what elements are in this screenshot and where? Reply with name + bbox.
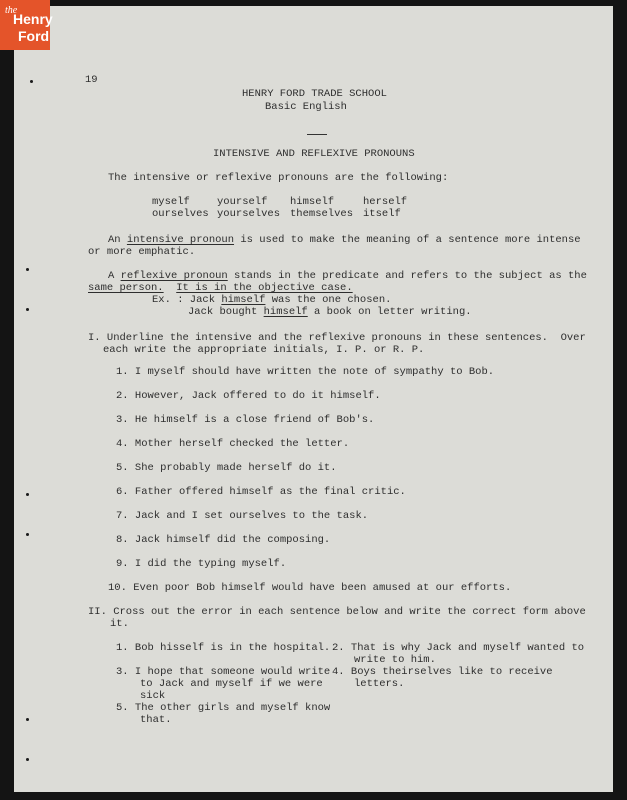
exercise-2-item-3-cont: sick	[140, 690, 166, 702]
pronoun-itself: itself	[363, 208, 401, 220]
school-heading: HENRY FORD TRADE SCHOOL	[242, 88, 387, 100]
example-1: Ex. : Jack himself was the one chosen.	[152, 294, 392, 306]
page-title: INTENSIVE AND REFLEXIVE PRONOUNS	[213, 148, 415, 160]
exercise-1-item: 5. She probably made herself do it.	[116, 462, 337, 474]
exercise-2-item-2: 2. That is why Jack and myself wanted to	[332, 642, 585, 654]
logo-line-1: the	[5, 5, 18, 16]
pronoun-himself: himself	[290, 196, 335, 208]
exercise-1-item: 9. I did the typing myself.	[116, 558, 287, 570]
reflexive-definition: A reflexive pronoun stands in the predicate and refers to the subject as the	[108, 270, 587, 282]
title-rule	[307, 134, 327, 135]
binder-dot	[26, 533, 29, 536]
logo-line-2: Henry	[13, 11, 53, 27]
pronoun-themselves: themselves	[290, 208, 354, 220]
henry-ford-logo	[0, 0, 53, 50]
binder-dot	[26, 268, 29, 271]
exercise-1-item: 2. However, Jack offered to do it himself.	[116, 390, 381, 402]
exercise-1-item: 4. Mother herself checked the letter.	[116, 438, 350, 450]
section-1-instruction: I. Underline the intensive and the reflexive pronouns in these sentences. Over	[88, 332, 586, 344]
intro-text: The intensive or reflexive pronouns are the following:	[108, 172, 449, 184]
exercise-2-item-4-cont: letters.	[354, 678, 405, 690]
reflexive-term: reflexive pronoun	[120, 270, 228, 282]
example-2: Jack bought himself a book on letter writing.	[188, 306, 472, 318]
section-1-instruction-line2: each write the appropriate initials, I. P. or R. P.	[103, 344, 425, 356]
binder-dot	[30, 80, 33, 83]
exercise-2-item-1: 1. Bob hisself is in the hospital.	[116, 642, 331, 654]
exercise-1-item: 3. He himself is a close friend of Bob's.	[116, 414, 375, 426]
logo-line-3: Ford	[18, 28, 50, 44]
exercise-2-item-4: 4. Boys theirselves like to receive	[332, 666, 553, 678]
pronoun-yourself: yourself	[217, 196, 268, 208]
section-2-instruction-line2: it.	[110, 618, 129, 630]
exercise-2-item-5-cont: that.	[140, 714, 172, 726]
binder-dot	[26, 718, 29, 721]
section-2-instruction: II. Cross out the error in each sentence below and write the correct form above	[88, 606, 586, 618]
exercise-2-item-3: 3. I hope that someone would write	[116, 666, 331, 678]
exercise-1-item: 10. Even poor Bob himself would have been amused at our efforts.	[108, 582, 512, 594]
pronoun-yourselves: yourselves	[217, 208, 281, 220]
pronoun-ourselves: ourselves	[152, 208, 209, 220]
intensive-definition-line2: or more emphatic.	[88, 246, 196, 258]
subject-heading: Basic English	[265, 101, 347, 113]
intensive-definition: An intensive pronoun is used to make the meaning of a sentence more intense	[108, 234, 581, 246]
exercise-2-item-5: 5. The other girls and myself know	[116, 702, 331, 714]
exercise-1-item: 7. Jack and I set ourselves to the task.	[116, 510, 369, 522]
pronoun-myself: myself	[152, 196, 190, 208]
exercise-1-item: 6. Father offered himself as the final critic.	[116, 486, 406, 498]
binder-dot	[26, 493, 29, 496]
reflexive-definition-line2: same person. It is in the objective case.	[88, 282, 353, 294]
exercise-1-item: 8. Jack himself did the composing.	[116, 534, 331, 546]
exercise-1-item: 1. I myself should have written the note of sympathy to Bob.	[116, 366, 495, 378]
binder-dot	[26, 758, 29, 761]
intensive-term: intensive pronoun	[126, 234, 235, 246]
pronoun-herself: herself	[363, 196, 408, 208]
exercise-2-item-3-cont: to Jack and myself if we were	[140, 678, 323, 690]
page-number: 19	[85, 74, 98, 86]
exercise-2-item-2-cont: write to him.	[354, 654, 436, 666]
binder-dot	[26, 308, 29, 311]
